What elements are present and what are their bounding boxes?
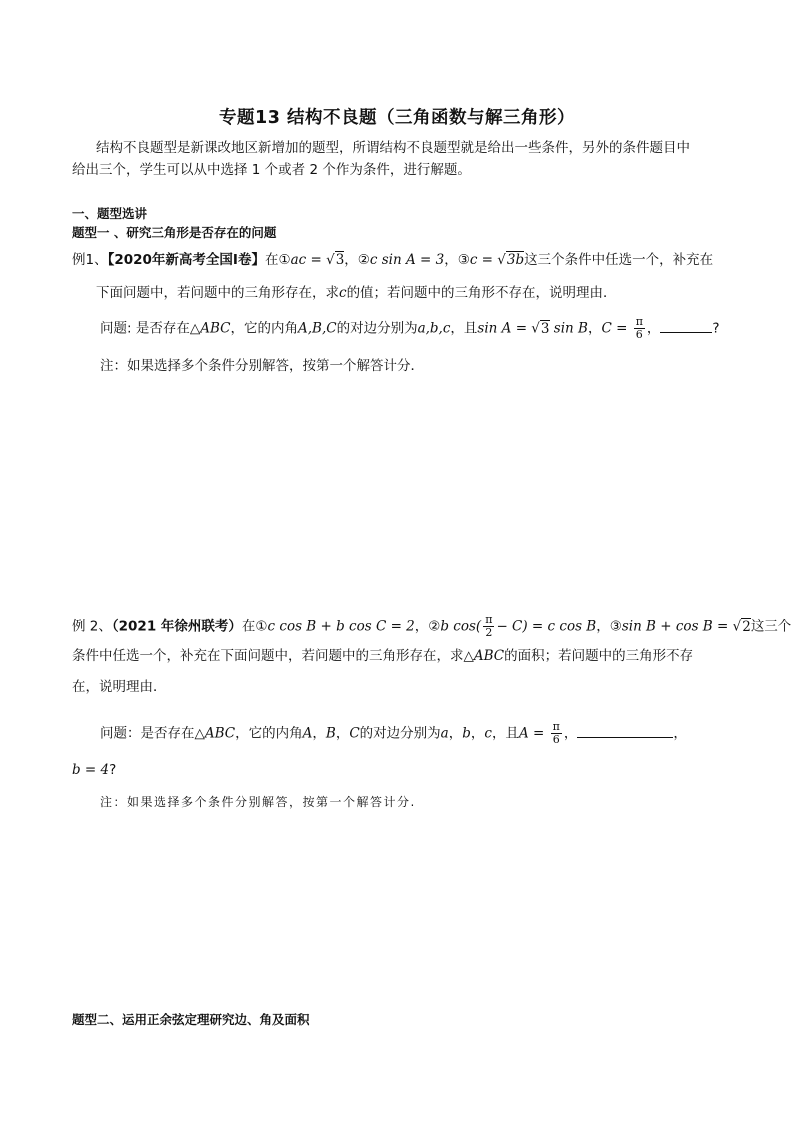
ex2-q-a: 问题：是否存在: [100, 725, 195, 742]
ex1-source: 【2020年新高考全国Ⅰ卷】: [107, 252, 265, 268]
ex2-question: [100, 721, 687, 746]
ex1-q-f: ，: [646, 320, 661, 337]
frac-den: 6: [552, 733, 560, 746]
ex2-q-comma: ，: [470, 725, 485, 742]
ex2-q-Aeq: A =: [518, 725, 549, 742]
ex2-q-comma: ，: [312, 725, 326, 742]
ex1-text-b: 这三个条件中任选一个，补充在: [524, 252, 714, 268]
ex2-line-1: 例 2、（2021 年徐州联考）在①c cos B + b cos C = 2，②b cos( $\frac{\pi}{2}$ − C) = c cos B，③sin B + cos B = √2这三个: [72, 613, 792, 639]
ex1-q-sides: a,b,c: [417, 320, 451, 337]
ex2-line2-triangle: △ABC: [463, 648, 505, 664]
ex2-t3: ，③: [596, 618, 622, 635]
ex1-q-a: 问题: 是否存在: [100, 320, 190, 337]
ex2-q-comma: ，: [448, 725, 463, 742]
ex1-q-e: ，: [587, 320, 602, 337]
ex2-q-comma: ，: [335, 725, 350, 742]
ex1-q-angles: A,B,C: [297, 320, 337, 337]
ex1-pi-over-6: [634, 316, 645, 341]
ex2-line-3: 在，说明理由．: [72, 679, 167, 695]
ex2-t1: 在①: [241, 618, 268, 635]
ex2-note: 注：如果选择多个条件分别解答，按第一个解答计分.: [100, 795, 416, 809]
ex2-cond3: sin B + cos B =: [621, 618, 733, 635]
ex2-t2: ，②: [414, 618, 441, 635]
ex2-q-C: C: [349, 725, 360, 742]
frac-num: π: [552, 720, 560, 733]
ex2-t4: 这三个: [750, 618, 792, 635]
ex2-line2b: 的面积；若问题中的三角形不存: [504, 648, 694, 664]
ex2-pi-over-2: [483, 614, 494, 639]
ex1-text-a: 在①: [264, 252, 291, 268]
ex1-sep1: ，②: [344, 252, 370, 268]
ex2-q-B: B: [325, 725, 336, 742]
frac-den: 2: [485, 626, 493, 639]
ex1-line2-var: c: [339, 285, 347, 301]
frac-num: π: [635, 315, 643, 328]
ex1-q-c: 的对边分别为: [336, 320, 418, 337]
ex2-line-5: [72, 759, 116, 781]
intro-line-1: 结构不良题型是新课改地区新增加的题型，所谓结构不良题型就是给出一些条件，另外的条件题目中: [96, 140, 690, 156]
ex2-b-eq: b = 4: [72, 762, 110, 778]
ex1-answer-blank[interactable]: [660, 318, 712, 333]
ex2-q-d: ，且: [491, 725, 519, 742]
ex2-q-sb: b: [462, 725, 471, 742]
ex1-q-eq-rad: 3: [540, 320, 550, 337]
type1-heading: 题型一 、研究三角形是否存在的问题: [72, 225, 277, 240]
ex1-cond3-rad: 3b: [506, 252, 525, 268]
ex1-line2-text: 下面问题中，若问题中的三角形存在，求: [96, 285, 339, 301]
ex1-q-triangle: △ABC: [189, 320, 231, 337]
ex1-label: 例1、: [72, 252, 108, 268]
ex1-cond1-rad: 3: [335, 252, 345, 268]
ex1-q-end: ?: [712, 320, 720, 337]
ex1-q-eq2: sin B: [549, 320, 588, 337]
ex2-q-A: A: [302, 725, 313, 742]
frac-den: 6: [635, 328, 643, 341]
ex2-q-sc: c: [484, 725, 492, 742]
ex1-q-d: ，且: [450, 320, 478, 337]
ex2-label: 例 2、: [72, 618, 112, 635]
ex2-q-sa: a: [440, 725, 449, 742]
ex2-cond1: c cos B + b cos C = 2: [267, 618, 415, 635]
ex1-cond1: ac =: [290, 252, 327, 268]
ex2-q-b: ，它的内角: [235, 725, 303, 742]
ex1-line-1: 例1、【2020年新高考全国Ⅰ卷】在①ac = √3，②c sin A = 3，③c = √3b这三个条件中任选一个，补充在: [72, 252, 714, 268]
ex1-line2-text-b: 的值；若问题中的三角形不存在，说明理由．: [346, 285, 617, 301]
page-title: 专题13 结构不良题（三角函数与解三角形）: [219, 108, 575, 128]
ex2-answer-blank[interactable]: [577, 723, 673, 738]
ex2-pi-over-6: [551, 721, 562, 746]
ex1-sep2: ，③: [444, 252, 470, 268]
ex2-cond2b: − C) = c cos B: [496, 618, 597, 635]
ex1-question: 问题: 是否存在△ABC，它的内角A,B,C的对边分别为a,b,c，且sin A = √3 sin B，C = $\frac{\pi}{6}$ ， ?: [100, 315, 720, 341]
ex1-q-b: ，它的内角: [230, 320, 298, 337]
section-heading: 一、题型选讲: [72, 206, 148, 221]
type2-heading: 题型二、运用正余弦定理研究边、角及面积: [72, 1012, 310, 1027]
ex1-cond2: c sin A = 3: [369, 252, 445, 268]
ex1-cond3: c =: [469, 252, 498, 268]
ex2-line2a: 条件中任选一个，补充在下面问题中，若问题中的三角形存在，求: [72, 648, 464, 664]
ex2-line-2: [72, 645, 693, 667]
ex1-line-2: [96, 282, 617, 304]
ex1-note: 注：如果选择多个条件分别解答，按第一个解答计分．: [100, 358, 424, 374]
ex2-q-e: ，: [563, 725, 578, 742]
intro-line-2: 给出三个，学生可以从中选择 1 个或者 2 个作为条件，进行解题。: [72, 162, 471, 178]
frac-num: π: [485, 613, 493, 626]
ex1-q-eq: sin A =: [477, 320, 532, 337]
ex2-q-f: ，: [673, 725, 687, 742]
ex2-b-q: ?: [109, 762, 117, 778]
ex2-cond2a: b cos(: [440, 618, 482, 635]
ex2-q-c: 的对边分别为: [359, 725, 441, 742]
ex2-source: （2021 年徐州联考）: [111, 618, 242, 635]
ex2-q-triangle: △ABC: [194, 725, 236, 742]
ex2-cond3-rad: 2: [742, 618, 751, 635]
ex1-q-C: C =: [601, 320, 632, 337]
